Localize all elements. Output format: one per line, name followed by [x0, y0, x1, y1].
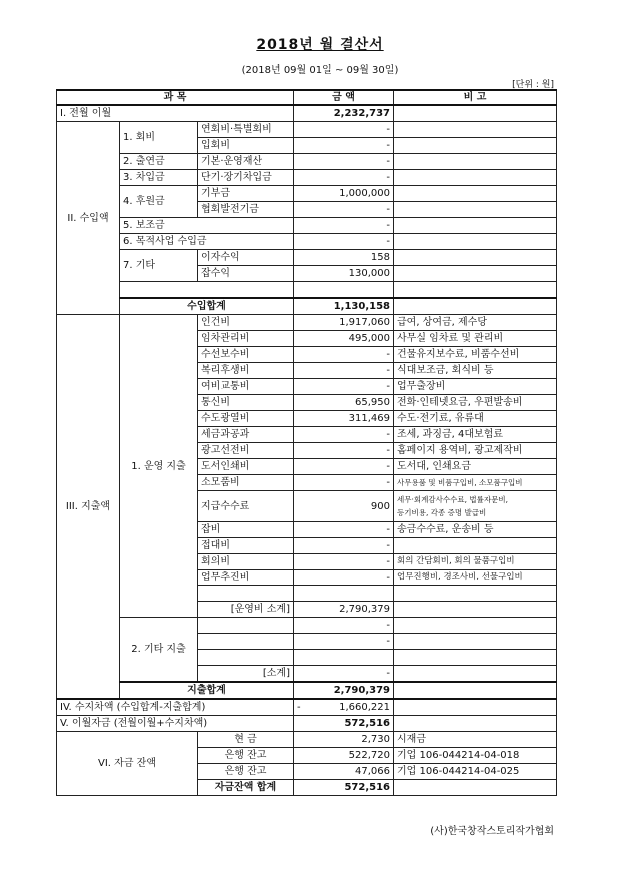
other-subtotal-amount: - [294, 666, 394, 683]
expense-note: 조세, 과징금, 4대보험료 [394, 427, 557, 443]
balance-amount-cell [294, 699, 394, 716]
page-title: 2018년 월 결산서 [256, 37, 384, 53]
blank-cell [394, 586, 557, 602]
expense-note: 건물유지보수료, 비품수선비 [394, 347, 557, 363]
blank-cell [394, 634, 557, 650]
income-note [394, 170, 557, 186]
fund-note: 시재금 [394, 732, 557, 748]
blank-cell [394, 716, 557, 732]
expense-item [198, 634, 294, 650]
blank-cell [294, 650, 394, 666]
income-amount: - [294, 138, 394, 154]
expense-note: 업무출장비 [394, 379, 557, 395]
expense-note: 홈페이지 용역비, 광고제작비 [394, 443, 557, 459]
expense-item: 인건비 [198, 315, 294, 331]
income-note [394, 154, 557, 170]
income-amount: - [294, 170, 394, 186]
expense-total-label: 지출합계 [120, 682, 294, 699]
expense-section-label: III. 지출액 [57, 315, 120, 700]
income-total-row [57, 298, 557, 315]
expense-amount: - [294, 347, 394, 363]
income-amount: 1,000,000 [294, 186, 394, 202]
expense-amount: - [294, 522, 394, 538]
expense-total-row [57, 682, 557, 699]
income-item: 협회발전기금 [198, 202, 294, 218]
fund-amount: 522,720 [294, 748, 394, 764]
expense-item: 접대비 [198, 538, 294, 554]
report-period: (2018년 09월 01일 ~ 09월 30일) [241, 65, 399, 76]
next-carry-amount: 572,516 [294, 716, 394, 732]
expense-note-line: 세무·회계감사수수료, 법률자문비, [397, 495, 508, 504]
fund-item: 현 금 [198, 732, 294, 748]
blank-cell [394, 666, 557, 683]
expense-note: 송금수수료, 운송비 등 [394, 522, 557, 538]
income-category: 5. 보조금 [120, 218, 294, 234]
fund-note: 기업 106-044214-04-018 [394, 748, 557, 764]
blank-cell [394, 682, 557, 699]
funds-total-amount: 572,516 [294, 780, 394, 796]
expense-item: 광고선전비 [198, 443, 294, 459]
expense-note-line: 등기비용, 각종 증명 발급비 [397, 508, 487, 517]
blank-cell [120, 282, 294, 299]
expense-item: 임차관리비 [198, 331, 294, 347]
carry-over-row [57, 105, 557, 122]
expense-amount: 311,469 [294, 411, 394, 427]
blank-cell [394, 602, 557, 618]
income-note [394, 138, 557, 154]
balance-row [57, 699, 557, 716]
income-item: 단기·장기차입금 [198, 170, 294, 186]
income-section-label: II. 수입액 [57, 122, 120, 315]
balance-sign: - [297, 702, 301, 713]
expense-amount: - [294, 634, 394, 650]
expense-note: 수도·전기료, 유류대 [394, 411, 557, 427]
expense-amount: - [294, 554, 394, 570]
blank-cell [198, 650, 294, 666]
expense-item: 도서인쇄비 [198, 459, 294, 475]
income-amount: - [294, 154, 394, 170]
income-item: 잡수익 [198, 266, 294, 282]
income-category: 4. 후원금 [120, 186, 198, 218]
fund-item: 은행 잔고 [198, 764, 294, 780]
expense-note: 급여, 상여금, 제수당 [394, 315, 557, 331]
expense-amount: - [294, 538, 394, 554]
expense-amount: 1,917,060 [294, 315, 394, 331]
blank-cell [394, 650, 557, 666]
blank-cell [198, 586, 294, 602]
unit-label: [단위 : 원] [512, 80, 554, 90]
organization-name: (사)한국창작스토리작가협회 [430, 826, 554, 837]
expense-item: 수도광열비 [198, 411, 294, 427]
fund-amount: 47,066 [294, 764, 394, 780]
expense-other-row [57, 618, 557, 634]
expense-amount: 65,950 [294, 395, 394, 411]
expense-note: 업무진행비, 경조사비, 선물구입비 [394, 570, 557, 586]
income-category: 1. 회비 [120, 122, 198, 154]
expense-amount: - [294, 427, 394, 443]
income-amount: - [294, 218, 394, 234]
expense-item: 여비교통비 [198, 379, 294, 395]
income-row [57, 122, 557, 138]
operating-subtotal-label: [운영비 소계] [198, 602, 294, 618]
income-category: 2. 출연금 [120, 154, 198, 170]
balance-amount: 1,660,221 [339, 702, 390, 713]
expense-item: 통신비 [198, 395, 294, 411]
expense-note [394, 491, 557, 522]
expense-item: 업무추진비 [198, 570, 294, 586]
funds-total-label: 자금잔액 합계 [198, 780, 294, 796]
fund-note: 기업 106-044214-04-025 [394, 764, 557, 780]
income-row [57, 186, 557, 202]
income-category: 3. 차입금 [120, 170, 198, 186]
income-amount: 158 [294, 250, 394, 266]
expense-item [198, 618, 294, 634]
blank-cell [294, 586, 394, 602]
income-row [57, 218, 557, 234]
blank-cell [394, 780, 557, 796]
expense-note: 도서대, 인쇄요금 [394, 459, 557, 475]
blank-cell [394, 618, 557, 634]
income-note [394, 186, 557, 202]
header-subject: 과 목 [57, 90, 294, 105]
expense-item: 지급수수료 [198, 491, 294, 522]
expense-operating-row [57, 315, 557, 331]
expense-item: 잡비 [198, 522, 294, 538]
expense-item: 세금과공과 [198, 427, 294, 443]
fund-row [57, 732, 557, 748]
expense-amount: - [294, 459, 394, 475]
carry-over-label: I. 전월 이월 [57, 105, 294, 122]
expense-item: 회의비 [198, 554, 294, 570]
expense-note: 전화·인테넷요금, 우편발송비 [394, 395, 557, 411]
other-subtotal-label: [소계] [198, 666, 294, 683]
expense-item: 복리후생비 [198, 363, 294, 379]
expense-amount: 495,000 [294, 331, 394, 347]
expense-amount: - [294, 379, 394, 395]
expense-amount: - [294, 570, 394, 586]
blank-cell [394, 282, 557, 299]
expense-note: 사무실 임차료 및 관리비 [394, 331, 557, 347]
income-row [57, 234, 557, 250]
other-expense-label: 2. 기타 지출 [120, 618, 198, 683]
expense-amount: - [294, 475, 394, 491]
expense-note [394, 538, 557, 554]
expense-item: 수선보수비 [198, 347, 294, 363]
balance-label: IV. 수지차액 (수입합계-지출합계) [57, 699, 294, 716]
income-row [57, 154, 557, 170]
table-header-row [57, 90, 557, 105]
blank-cell [294, 282, 394, 299]
income-item: 기부금 [198, 186, 294, 202]
income-item: 이자수익 [198, 250, 294, 266]
income-amount: - [294, 122, 394, 138]
expense-amount: 900 [294, 491, 394, 522]
income-note [394, 122, 557, 138]
ledger-table [56, 89, 557, 796]
expense-total-amount: 2,790,379 [294, 682, 394, 699]
header-note: 비 고 [394, 90, 557, 105]
income-category: 6. 목적사업 수입금 [120, 234, 294, 250]
carry-over-amount: 2,232,737 [294, 105, 394, 122]
income-row [57, 250, 557, 266]
expense-note: 회의 간담회비, 회의 물품구입비 [394, 554, 557, 570]
income-amount: 130,000 [294, 266, 394, 282]
next-carry-row [57, 716, 557, 732]
income-spacer-row [57, 282, 557, 299]
header-amount: 금 액 [294, 90, 394, 105]
income-note [394, 202, 557, 218]
expense-amount: - [294, 443, 394, 459]
expense-note: 사무용품 및 비품구입비, 소모품구입비 [394, 475, 557, 491]
blank-cell [394, 298, 557, 315]
blank-cell [394, 699, 557, 716]
next-carry-label: V. 이월자금 (전월이월+수지차액) [57, 716, 294, 732]
income-note [394, 218, 557, 234]
operating-expense-label: 1. 운영 지출 [120, 315, 198, 618]
income-amount: - [294, 202, 394, 218]
income-category: 7. 기타 [120, 250, 198, 282]
fund-amount: 2,730 [294, 732, 394, 748]
funds-section-label: VI. 자금 잔액 [57, 732, 198, 796]
income-note [394, 234, 557, 250]
income-total-amount: 1,130,158 [294, 298, 394, 315]
fund-item: 은행 잔고 [198, 748, 294, 764]
expense-amount: - [294, 618, 394, 634]
expense-item: 소모품비 [198, 475, 294, 491]
income-item: 기본·운영재산 [198, 154, 294, 170]
income-row [57, 170, 557, 186]
expense-amount: - [294, 363, 394, 379]
income-amount: - [294, 234, 394, 250]
operating-subtotal-amount: 2,790,379 [294, 602, 394, 618]
expense-note: 식대보조금, 회식비 등 [394, 363, 557, 379]
income-item: 입회비 [198, 138, 294, 154]
income-note [394, 266, 557, 282]
income-item: 연회비·특별회비 [198, 122, 294, 138]
income-note [394, 250, 557, 266]
income-total-label: 수입합계 [120, 298, 294, 315]
